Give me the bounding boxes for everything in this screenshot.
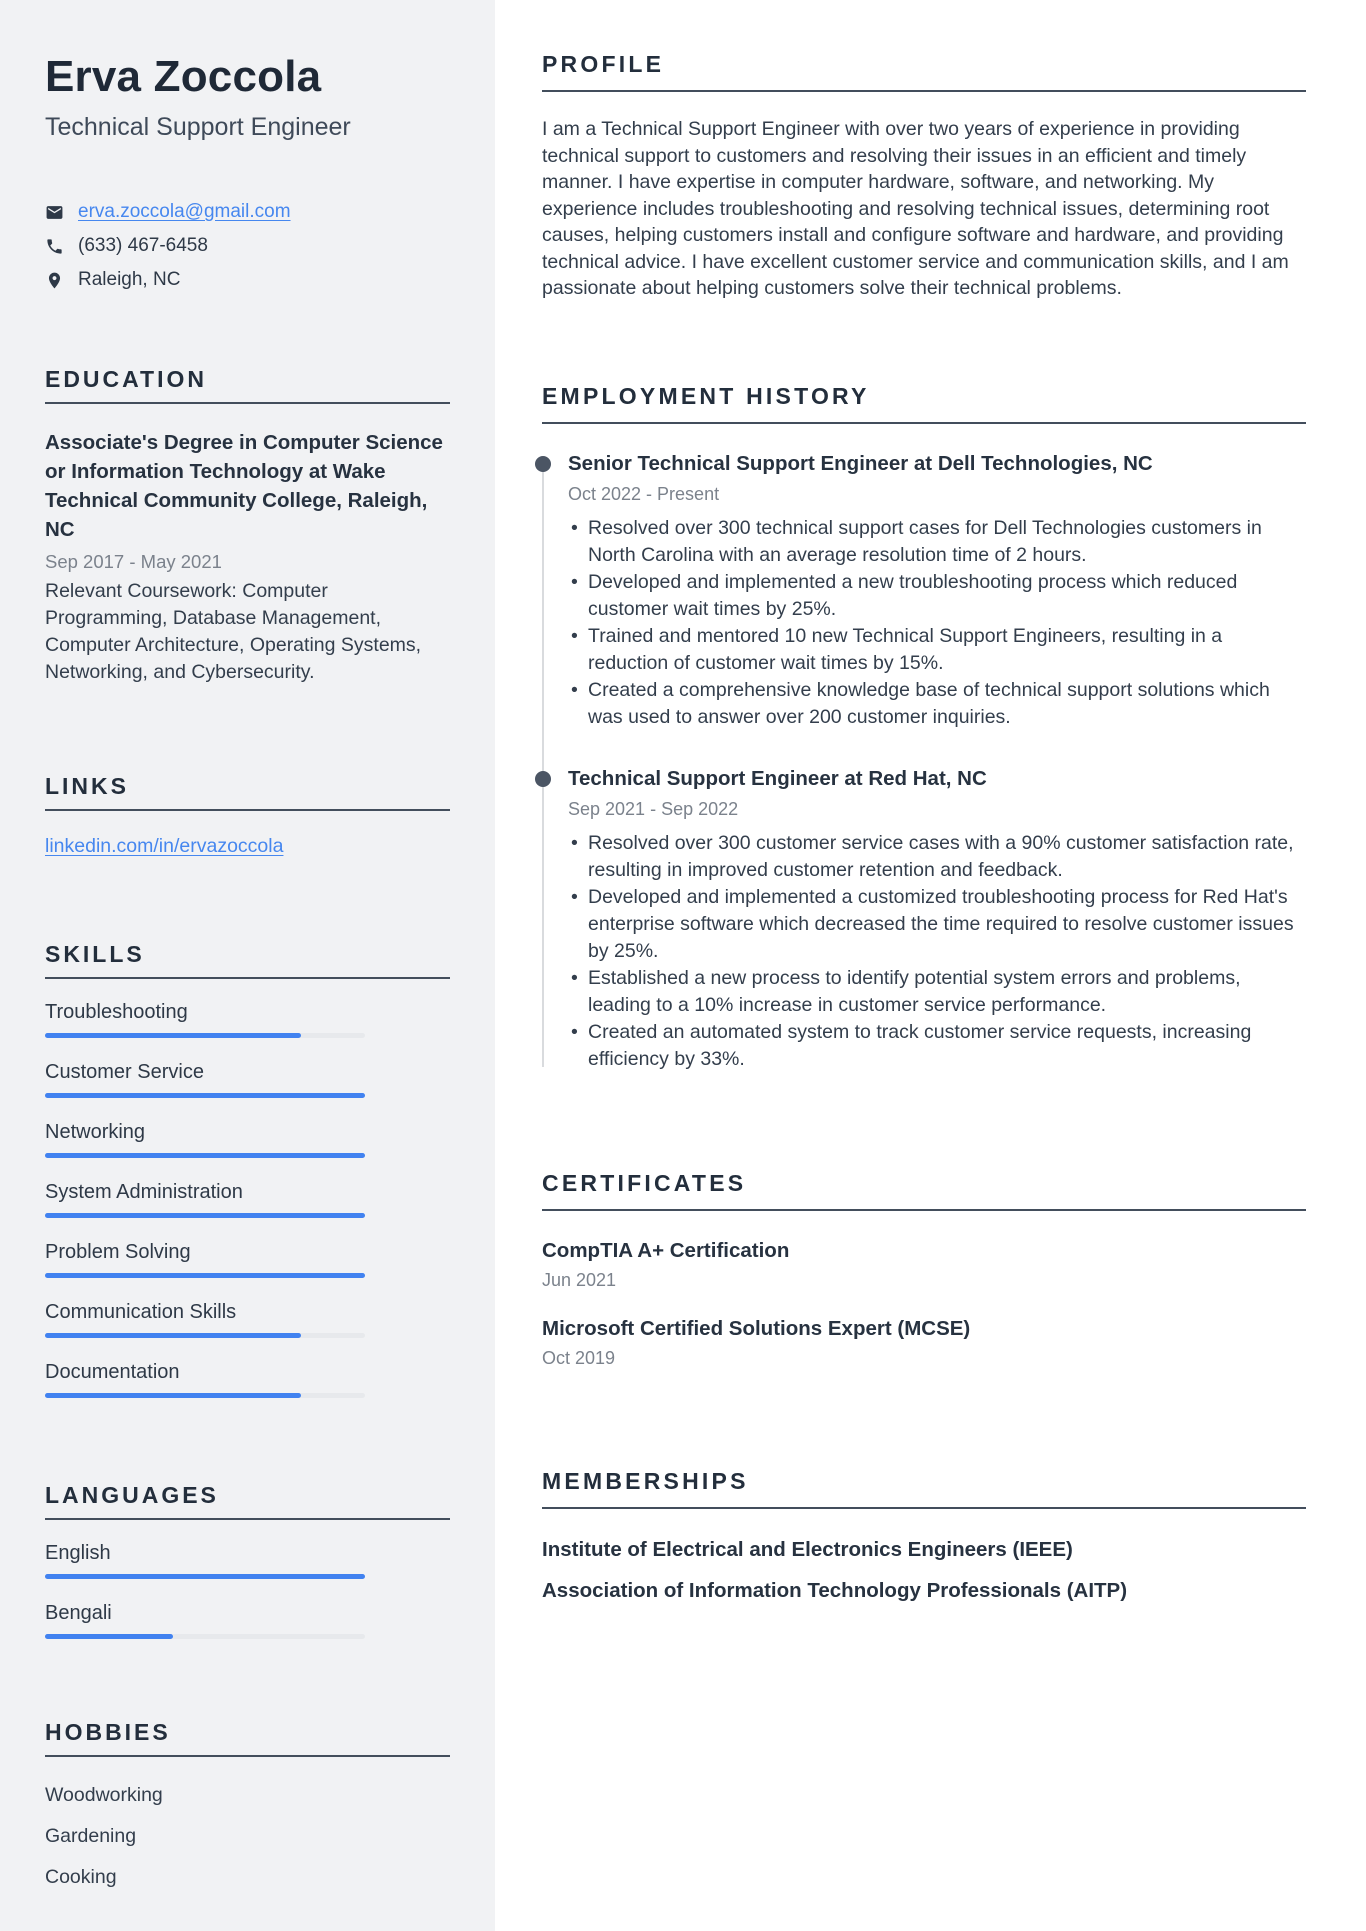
- job-bullet: • Resolved over 300 customer service cases with a 90% customer satisfaction rate, resulting in improved customer retention and feedback.: [568, 830, 1306, 884]
- education-dates: Sep 2017 - May 2021: [45, 550, 222, 572]
- skill-bar-fill: [45, 1093, 365, 1098]
- person-name: Erva Zoccola: [45, 52, 322, 101]
- location-text: Raleigh, NC: [78, 269, 181, 291]
- skill-bar-fill: [45, 1393, 301, 1398]
- job-dates: Oct 2022 - Present: [568, 483, 720, 504]
- skill-bar-fill: [45, 1033, 301, 1038]
- skills-section: [45, 940, 450, 1419]
- language-bar-fill: [45, 1634, 173, 1639]
- contact-location-row: [45, 268, 450, 293]
- contact-email-row: [45, 200, 450, 225]
- skill-bar-track: [45, 1153, 365, 1158]
- languages-heading: LANGUAGES: [45, 1481, 450, 1520]
- skill-bar-fill: [45, 1153, 365, 1158]
- skill-item: [45, 1299, 450, 1359]
- mail-icon: [45, 203, 64, 222]
- certificate-title: Microsoft Certified Solutions Expert (MCSE): [542, 1316, 971, 1340]
- profile-heading: PROFILE: [542, 50, 1306, 92]
- membership-item: Institute of Electrical and Electronics Engineers (IEEE): [542, 1537, 1073, 1561]
- job-title: Senior Technical Support Engineer at Dell Technologies, NC: [568, 451, 1153, 475]
- skill-label: Troubleshooting: [45, 1000, 188, 1023]
- hobbies-section: [45, 1718, 450, 1898]
- skill-bar-fill: [45, 1213, 365, 1218]
- language-bar-track: [45, 1574, 365, 1579]
- skills-list: [45, 999, 450, 1419]
- certificates-list: [542, 1237, 1306, 1371]
- main-column: [495, 0, 1366, 1931]
- job-bullet: • Created a comprehensive knowledge base of technical support solutions which was used to answer over 200 customer inquiries.: [568, 677, 1306, 731]
- email-link[interactable]: erva.zoccola@gmail.com: [78, 201, 291, 223]
- skill-item: [45, 1239, 450, 1299]
- job-title: Technical Support Engineer at Red Hat, NC: [568, 766, 987, 790]
- skill-item: [45, 1179, 450, 1239]
- education-heading: EDUCATION: [45, 365, 450, 404]
- memberships-list: [542, 1529, 1306, 1611]
- language-bar-track: [45, 1634, 365, 1639]
- hobby-item: Woodworking: [45, 1783, 163, 1806]
- skill-bar-track: [45, 1213, 365, 1218]
- location-pin-icon: [45, 271, 64, 290]
- timeline-dot: [535, 771, 551, 787]
- person-job-title: Technical Support Engineer: [45, 112, 351, 141]
- employment-timeline: [542, 450, 1306, 1073]
- skill-label: Networking: [45, 1120, 146, 1143]
- phone-icon: [45, 237, 64, 256]
- job-bullet-list: [568, 830, 1306, 1073]
- education-coursework: Relevant Coursework: Computer Programming, Database Management, Computer Architecture, Operating Systems, Networking, and Cybersecurity.: [45, 579, 422, 683]
- contact-phone-row: [45, 234, 450, 259]
- job-bullet-list: [568, 515, 1306, 731]
- language-item: [45, 1540, 450, 1600]
- employment-heading: EMPLOYMENT HISTORY: [542, 382, 1306, 424]
- profile-section: [542, 50, 1306, 302]
- certificate-date: Oct 2019: [542, 1347, 616, 1368]
- certificate-date: Jun 2021: [542, 1269, 617, 1290]
- membership-item: Association of Information Technology Professionals (AITP): [542, 1578, 1128, 1602]
- language-label: Bengali: [45, 1601, 112, 1624]
- hobbies-list: [45, 1775, 450, 1898]
- timeline-dot: [535, 456, 551, 472]
- links-section: [45, 772, 450, 858]
- skill-label: Documentation: [45, 1360, 180, 1383]
- job-bullet: • Established a new process to identify potential system errors and problems, leading to a 10% increase in customer service performance.: [568, 965, 1306, 1019]
- job-entry: [542, 765, 1306, 1073]
- skill-item: [45, 1119, 450, 1179]
- skill-item: [45, 999, 450, 1059]
- skill-bar-fill: [45, 1333, 301, 1338]
- hobby-item: Cooking: [45, 1865, 117, 1888]
- skill-bar-track: [45, 1093, 365, 1098]
- languages-list: [45, 1540, 450, 1660]
- job-bullet: • Developed and implemented a customized troubleshooting process for Red Hat's enterprise software which decreased the time required to resolve customer issues by 25%.: [568, 884, 1306, 965]
- education-degree: Associate's Degree in Computer Science or Information Technology at Wake Technical Community College, Raleigh, NC: [45, 430, 443, 541]
- language-bar-fill: [45, 1574, 365, 1579]
- certificate-item: [542, 1315, 1306, 1371]
- certificate-item: [542, 1237, 1306, 1293]
- sidebar: [0, 0, 495, 1931]
- links-heading: LINKS: [45, 772, 450, 811]
- hobby-item: Gardening: [45, 1824, 137, 1847]
- skill-label: System Administration: [45, 1180, 243, 1203]
- job-bullet: • Created an automated system to track customer service requests, increasing efficiency by 33%.: [568, 1019, 1306, 1073]
- skill-bar-track: [45, 1393, 365, 1398]
- skill-label: Communication Skills: [45, 1300, 237, 1323]
- education-section: [45, 365, 450, 686]
- skill-bar-track: [45, 1033, 365, 1038]
- job-bullet: • Developed and implemented a new troubleshooting process which reduced customer wait times by 25%.: [568, 569, 1306, 623]
- skill-label: Customer Service: [45, 1060, 204, 1083]
- skills-heading: SKILLS: [45, 940, 450, 979]
- memberships-section: [542, 1467, 1306, 1611]
- certificates-heading: CERTIFICATES: [542, 1169, 1306, 1211]
- hobbies-heading: HOBBIES: [45, 1718, 450, 1757]
- contact-block: [45, 200, 450, 293]
- skill-bar-track: [45, 1333, 365, 1338]
- skill-label: Problem Solving: [45, 1240, 191, 1263]
- language-label: English: [45, 1541, 111, 1564]
- language-item: [45, 1600, 450, 1660]
- certificates-section: [542, 1169, 1306, 1371]
- certificate-title: CompTIA A+ Certification: [542, 1238, 790, 1262]
- links-list: [45, 835, 450, 858]
- languages-section: [45, 1481, 450, 1660]
- linkedin-link[interactable]: linkedin.com/in/ervazoccola: [45, 834, 284, 857]
- memberships-heading: MEMBERSHIPS: [542, 1467, 1306, 1509]
- job-dates: Sep 2021 - Sep 2022: [568, 798, 739, 819]
- skill-item: [45, 1359, 450, 1419]
- profile-text: I am a Technical Support Engineer with over two years of experience in providing technical support to customers and resolving their issues in an efficient and timely manner. I have expertise in computer hardware, software, and networking. My experience includes troubleshooting and resolving technical issues, determining root causes, helping customers install and configure software and hardware, and providing technical advice. I have excellent customer service and communication skills, and I am passionate about helping customers solve their technical problems.: [542, 118, 1289, 299]
- job-bullet: • Trained and mentored 10 new Technical Support Engineers, resulting in a reduction of customer wait times by 15%.: [568, 623, 1306, 677]
- job-entry: [542, 450, 1306, 731]
- skill-item: [45, 1059, 450, 1119]
- skill-bar-fill: [45, 1273, 365, 1278]
- skill-bar-track: [45, 1273, 365, 1278]
- phone-number: (633) 467-6458: [78, 235, 208, 257]
- job-bullet: • Resolved over 300 technical support cases for Dell Technologies customers in North Carolina with an average resolution time of 2 hours.: [568, 515, 1306, 569]
- employment-section: [542, 382, 1306, 1073]
